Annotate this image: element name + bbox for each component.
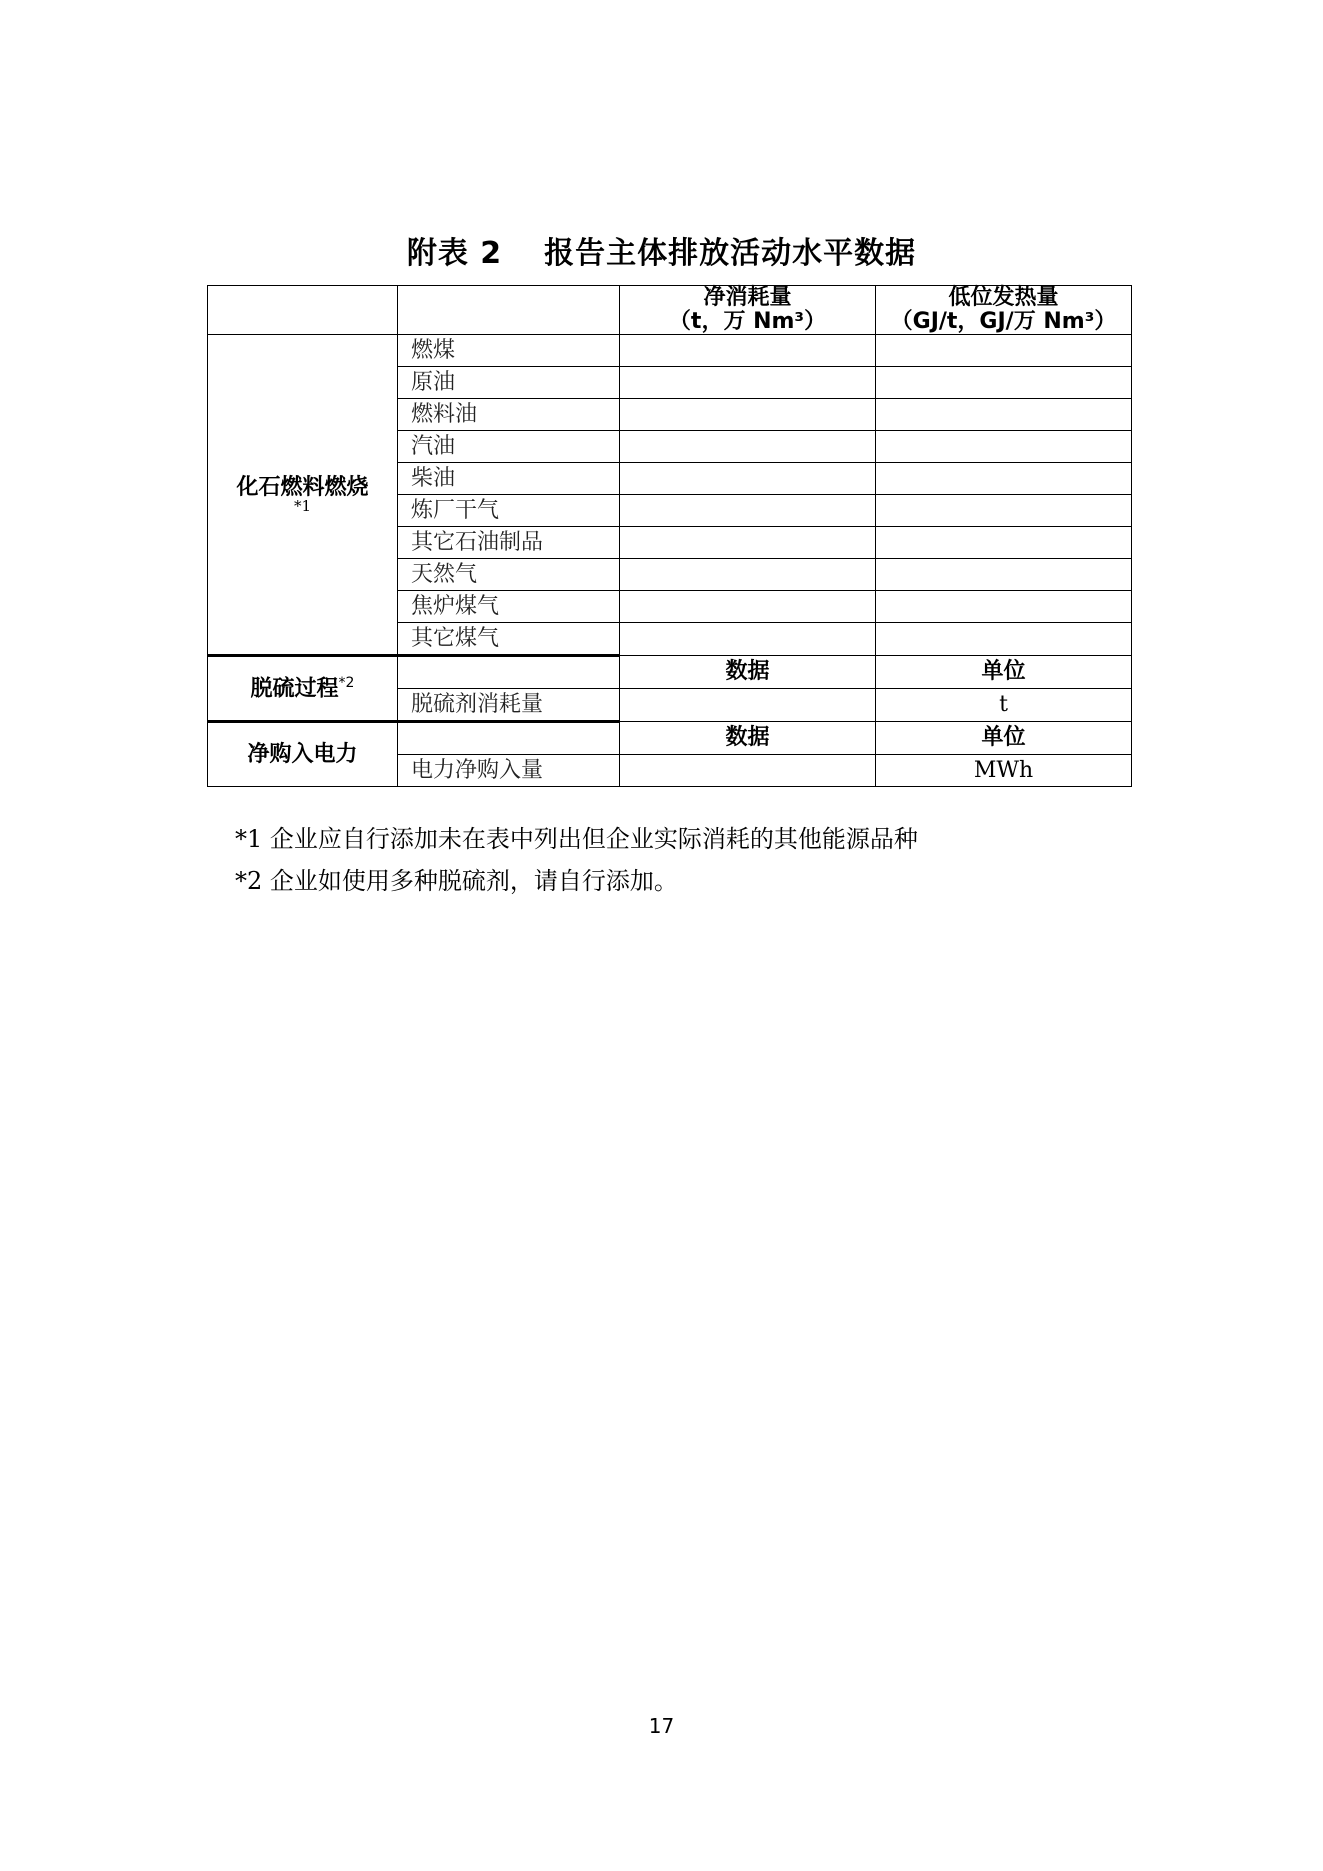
fossil-item: 炼厂干气: [398, 495, 620, 527]
footnote: *2 企业如使用多种脱硫剂，请自行添加。: [235, 867, 678, 895]
electricity-col-unit: 单位: [876, 722, 1132, 755]
input-cell[interactable]: [620, 527, 876, 559]
desulfur-note: *2: [338, 675, 355, 692]
fossil-item: 天然气: [398, 559, 620, 591]
fossil-note: *1: [293, 496, 312, 515]
input-cell[interactable]: [620, 335, 876, 367]
fossil-group-label: [208, 335, 398, 656]
input-cell[interactable]: [876, 591, 1132, 623]
electricity-group-label: [208, 722, 398, 787]
input-cell[interactable]: [620, 431, 876, 463]
page-number: 17: [648, 1714, 675, 1738]
input-cell[interactable]: [620, 559, 876, 591]
header-net-consumption: [620, 286, 876, 335]
input-cell[interactable]: [620, 755, 876, 787]
fossil-item: 燃煤: [398, 335, 620, 367]
page-title: [0, 228, 1323, 272]
input-cell[interactable]: [876, 335, 1132, 367]
input-cell[interactable]: [876, 463, 1132, 495]
electricity-label: 净购入电力: [247, 741, 358, 767]
input-cell[interactable]: [620, 399, 876, 431]
desulfur-group-label: [208, 656, 398, 722]
electricity-header-row: [208, 722, 1132, 755]
input-cell[interactable]: [620, 463, 876, 495]
header-calorific-value-unit: （GJ/t，GJ/万 Nm³）: [890, 309, 1117, 335]
input-cell[interactable]: [620, 495, 876, 527]
fossil-item: 焦炉煤气: [398, 591, 620, 623]
header-calorific-value: [876, 286, 1132, 335]
electricity-unit: MWh: [876, 755, 1132, 787]
input-cell[interactable]: [876, 367, 1132, 399]
footnote: *1 企业应自行添加未在表中列出但企业实际消耗的其他能源品种: [235, 825, 918, 853]
desulfur-empty: [398, 656, 620, 689]
header-calorific-value-title: 低位发热量: [948, 285, 1059, 310]
input-cell[interactable]: [620, 689, 876, 722]
title-label: 附表 2: [406, 236, 503, 271]
fossil-item: 其它煤气: [398, 623, 620, 656]
footnotes: [235, 818, 918, 902]
header-row: [208, 286, 1132, 335]
desulfur-label: 脱硫过程: [250, 676, 339, 702]
fossil-item: 原油: [398, 367, 620, 399]
fossil-row: [208, 335, 1132, 367]
header-net-consumption-title: 净消耗量: [703, 285, 792, 310]
fossil-item: 汽油: [398, 431, 620, 463]
desulfur-item: 脱硫剂消耗量: [398, 689, 620, 722]
fossil-label: 化石燃料燃烧: [236, 474, 369, 500]
electricity-empty: [398, 722, 620, 755]
header-net-consumption-unit: （t，万 Nm³）: [668, 309, 827, 335]
activity-data-table: [207, 285, 1132, 787]
input-cell[interactable]: [876, 623, 1132, 656]
input-cell[interactable]: [876, 495, 1132, 527]
desulfur-col-unit: 单位: [876, 656, 1132, 689]
desulfur-header-row: [208, 656, 1132, 689]
input-cell[interactable]: [620, 367, 876, 399]
fossil-item: 其它石油制品: [398, 527, 620, 559]
input-cell[interactable]: [876, 559, 1132, 591]
fossil-item: 燃料油: [398, 399, 620, 431]
input-cell[interactable]: [876, 527, 1132, 559]
input-cell[interactable]: [620, 591, 876, 623]
header-empty-1: [208, 286, 398, 335]
input-cell[interactable]: [876, 431, 1132, 463]
electricity-col-data: 数据: [620, 722, 876, 755]
desulfur-unit: t: [876, 689, 1132, 722]
electricity-item: 电力净购入量: [398, 755, 620, 787]
title-text: 报告主体排放活动水平数据: [544, 236, 917, 271]
header-empty-2: [398, 286, 620, 335]
input-cell[interactable]: [876, 399, 1132, 431]
input-cell[interactable]: [620, 623, 876, 656]
desulfur-col-data: 数据: [620, 656, 876, 689]
fossil-item: 柴油: [398, 463, 620, 495]
